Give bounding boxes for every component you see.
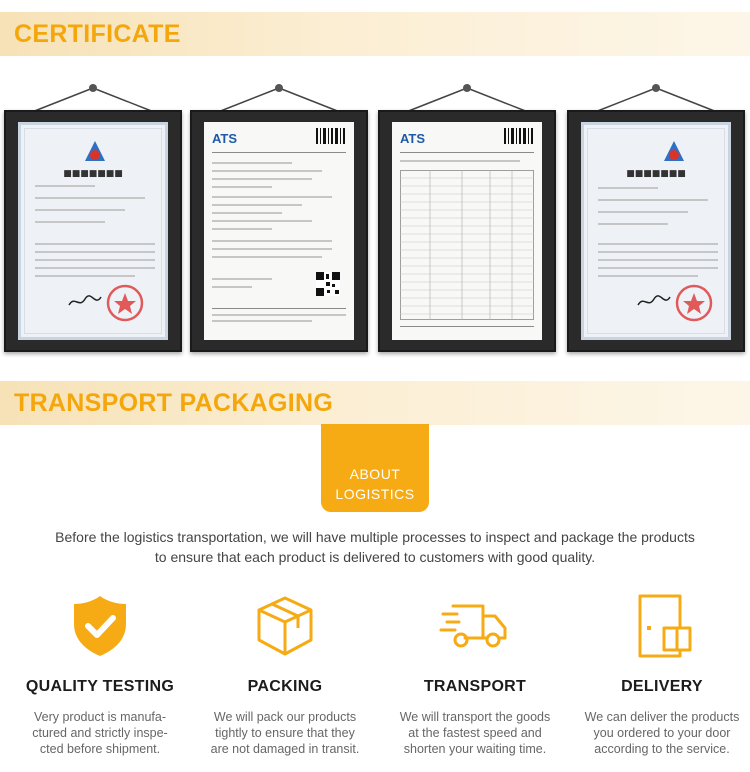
red-seal-icon bbox=[674, 283, 714, 323]
feature-title: PACKING bbox=[247, 678, 323, 695]
patent-certificate-image: ■■■■■■■ bbox=[581, 122, 731, 340]
feature-quality-testing bbox=[10, 590, 190, 756]
about-label: ABOUT bbox=[349, 466, 401, 482]
truck-icon bbox=[439, 590, 511, 662]
frame-border bbox=[4, 110, 182, 352]
intro-text-line-2: to ensure that each product is delivered to customers with good quality. bbox=[154, 549, 596, 565]
certificate-frame-4[interactable] bbox=[567, 82, 745, 352]
qr-code-icon bbox=[316, 272, 340, 296]
signature-icon bbox=[636, 293, 672, 311]
frame-border bbox=[567, 110, 745, 352]
test-report-table-image bbox=[392, 122, 542, 340]
transport-packaging-title: TRANSPORT PACKAGING bbox=[14, 389, 334, 417]
shield-check-icon bbox=[64, 590, 136, 662]
frame-border bbox=[378, 110, 556, 352]
door-icon bbox=[626, 590, 698, 662]
feature-title: QUALITY TESTING bbox=[25, 678, 175, 695]
certificate-title: CERTIFICATE bbox=[14, 20, 181, 48]
logo-icon bbox=[212, 130, 242, 146]
logistics-label: LOGISTICS bbox=[335, 486, 415, 502]
patent-certificate-image: ■■■■■■■ bbox=[18, 122, 168, 340]
signature-icon bbox=[67, 293, 103, 311]
transport-packaging-banner bbox=[0, 381, 750, 425]
emblem-icon bbox=[81, 139, 109, 165]
feature-description: We will pack our products tightly to ensure that they are not damaged in transit. bbox=[210, 710, 360, 756]
feature-description: We will transport the goods at the fastest speed and shorten your waiting time. bbox=[399, 710, 551, 756]
feature-title: DELIVERY bbox=[621, 678, 703, 695]
certificate-gallery bbox=[0, 60, 750, 360]
svg-text:ATS: ATS bbox=[212, 131, 238, 146]
feature-title: TRANSPORT bbox=[423, 678, 527, 695]
red-seal-icon bbox=[105, 283, 145, 323]
certificate-frame-1[interactable] bbox=[4, 82, 182, 352]
intro-text-line-1: Before the logistics transportation, we will have multiple processes to inspect and package the products bbox=[55, 529, 695, 545]
report-table-icon bbox=[400, 170, 534, 320]
feature-description: Very product is manufa- ctured and strictly inspe- cted before shipment. bbox=[32, 710, 168, 756]
box-icon bbox=[249, 590, 321, 662]
barcode-icon bbox=[316, 128, 346, 144]
feature-delivery bbox=[572, 590, 750, 756]
barcode-icon bbox=[504, 128, 534, 144]
feature-packing bbox=[195, 590, 375, 756]
emblem-icon bbox=[660, 139, 688, 165]
about-logistics-tab bbox=[321, 424, 429, 512]
feature-description: We can deliver the products you ordered to your door according to the service. bbox=[584, 710, 740, 756]
frame-border bbox=[190, 110, 368, 352]
test-report-image bbox=[204, 122, 354, 340]
svg-text:ATS: ATS bbox=[400, 131, 426, 146]
feature-transport bbox=[385, 590, 565, 756]
certificate-banner bbox=[0, 12, 750, 56]
certificate-frame-3[interactable] bbox=[378, 82, 556, 352]
certificate-frame-2[interactable] bbox=[190, 82, 368, 352]
logo-icon bbox=[400, 130, 430, 146]
